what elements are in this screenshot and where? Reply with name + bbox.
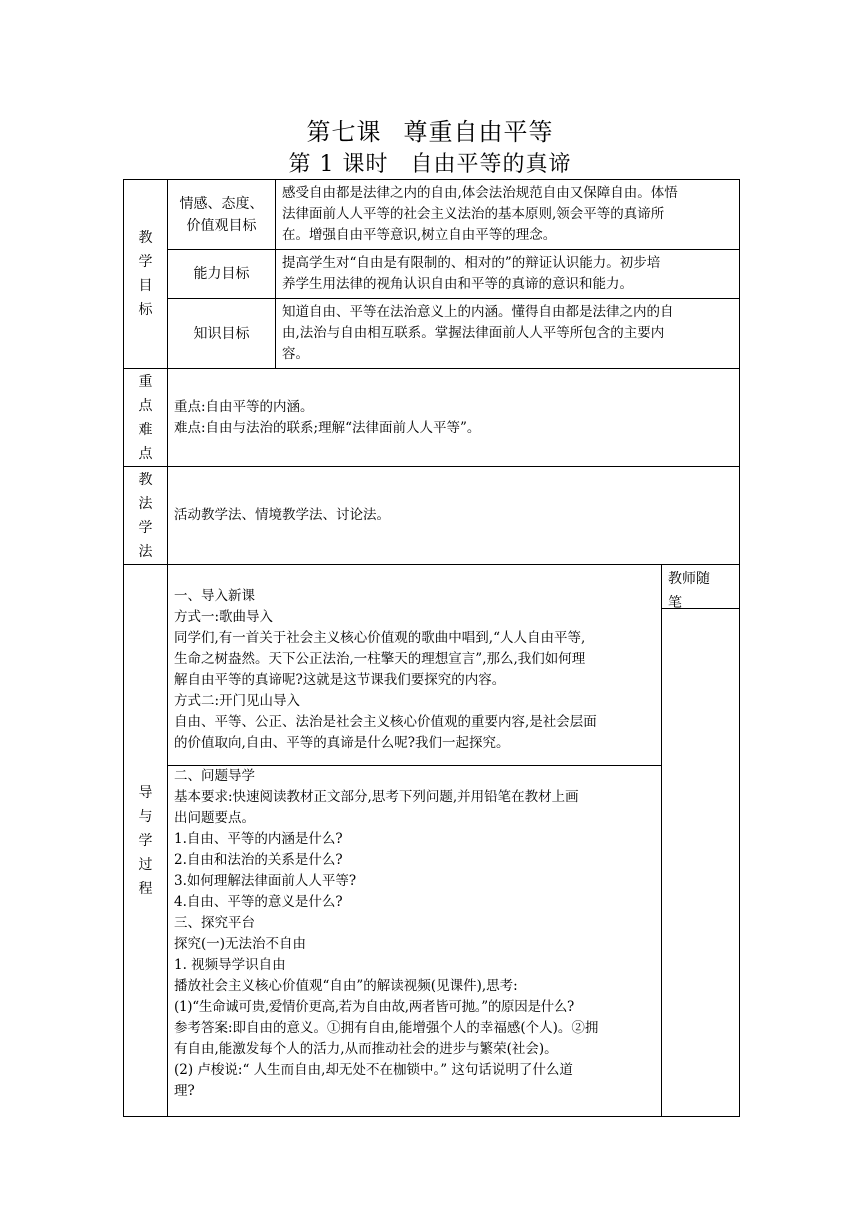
goal-text-attitude: 感受自由都是法律之内的自由,体会法治规范自由又保障自由。体悟 法律面前人人平等的社会主义法治的基本原则,领会平等的真谛所 在。增强自由平等意识,树立自由平等的理念。: [276, 180, 740, 250]
lesson-title-part2: 尊重自由平等: [403, 118, 554, 146]
goal-text-knowledge: 知道自由、平等在法治意义上的内涵。懂得自由都是法律之内的自 由,法治与自由相互联系。掌握法律面前人人平等所包含的主要内 容。: [276, 299, 740, 369]
process-category: 导 与 学 过 程: [124, 565, 168, 1117]
methods-category: 教 法 学 法: [124, 467, 168, 565]
keypoints-category: 重 点 难 点: [124, 369, 168, 467]
lesson-plan-table: [123, 179, 740, 1117]
methods-text: 活动教学法、情境教学法、讨论法。: [168, 467, 740, 565]
teacher-notes-column: [662, 565, 740, 1117]
goal-label-ability: 能力目标: [168, 250, 276, 299]
lesson-title-part1: 第七课: [306, 118, 382, 146]
intro-block: 一、导入新课 方式一:歌曲导入 同学们,有一首关于社会主义核心价值观的歌曲中唱到,“人人自由平等, 生命之树盎然。天下公正法治,一柱擎天的理想宣言”,那么,我们如何理 解自由平等的真谛呢?这就是这节课我们要探究的内容。 方式二:开门见山导入 自由、平等、公正、法治是社会主义核心价值观的重要内容,是社会层面 的价值取向,自由、平等的真谛是什么呢?我们一起探究。: [168, 565, 661, 766]
guided-questions-block: 二、问题导学 基本要求:快速阅读教材正文部分,思考下列问题,并用铅笔在教材上画 出问题要点。 1.自由、平等的内涵是什么? 2.自由和法治的关系是什么? 3.如何理解法律面前人人平等? 4.自由、平等的意义是什么? 三、探究平台 探究(一)无法治不自由 1. 视频导学识自由 播放社会主义核心价值观“自由”的解读视频(见课件),思考: (1)“生命诚可贵,爱情价更高,若为自由故,两者皆可抛。”的原因是什么? 参考答案:即自由的意义。①拥有自由,能增强个人的幸福感(个人)。②拥 有自由,能激发每个人的活力,从而推动社会的进步与繁荣(社会)。 (2) 卢梭说:“ 人生而自由,却无处不在枷锁中。” 这句话说明了什么道 理?: [174, 768, 599, 1099]
goal-label-knowledge: 知识目标: [168, 299, 276, 369]
process-content: [168, 565, 662, 1117]
subtitle-period: 第 1 课时: [288, 152, 389, 177]
goal-text-ability: 提高学生对“自由是有限制的、相对的”的辩证认识能力。初步培 养学生用法律的视角认识自由和平等的真谛的意识和能力。: [276, 250, 740, 299]
lesson-subtitle: [0, 147, 860, 178]
goals-category: 教 学 目 标: [124, 180, 168, 369]
keypoints-text: 重点:自由平等的内涵。 难点:自由与法治的联系;理解“法律面前人人平等”。: [168, 369, 740, 467]
teacher-notes-header: 教师随 笔: [662, 565, 739, 609]
goal-label-attitude: 情感、态度、 价值观目标: [168, 180, 276, 250]
subtitle-topic: 自由平等的真谛: [410, 152, 572, 177]
lesson-title: [0, 112, 860, 147]
